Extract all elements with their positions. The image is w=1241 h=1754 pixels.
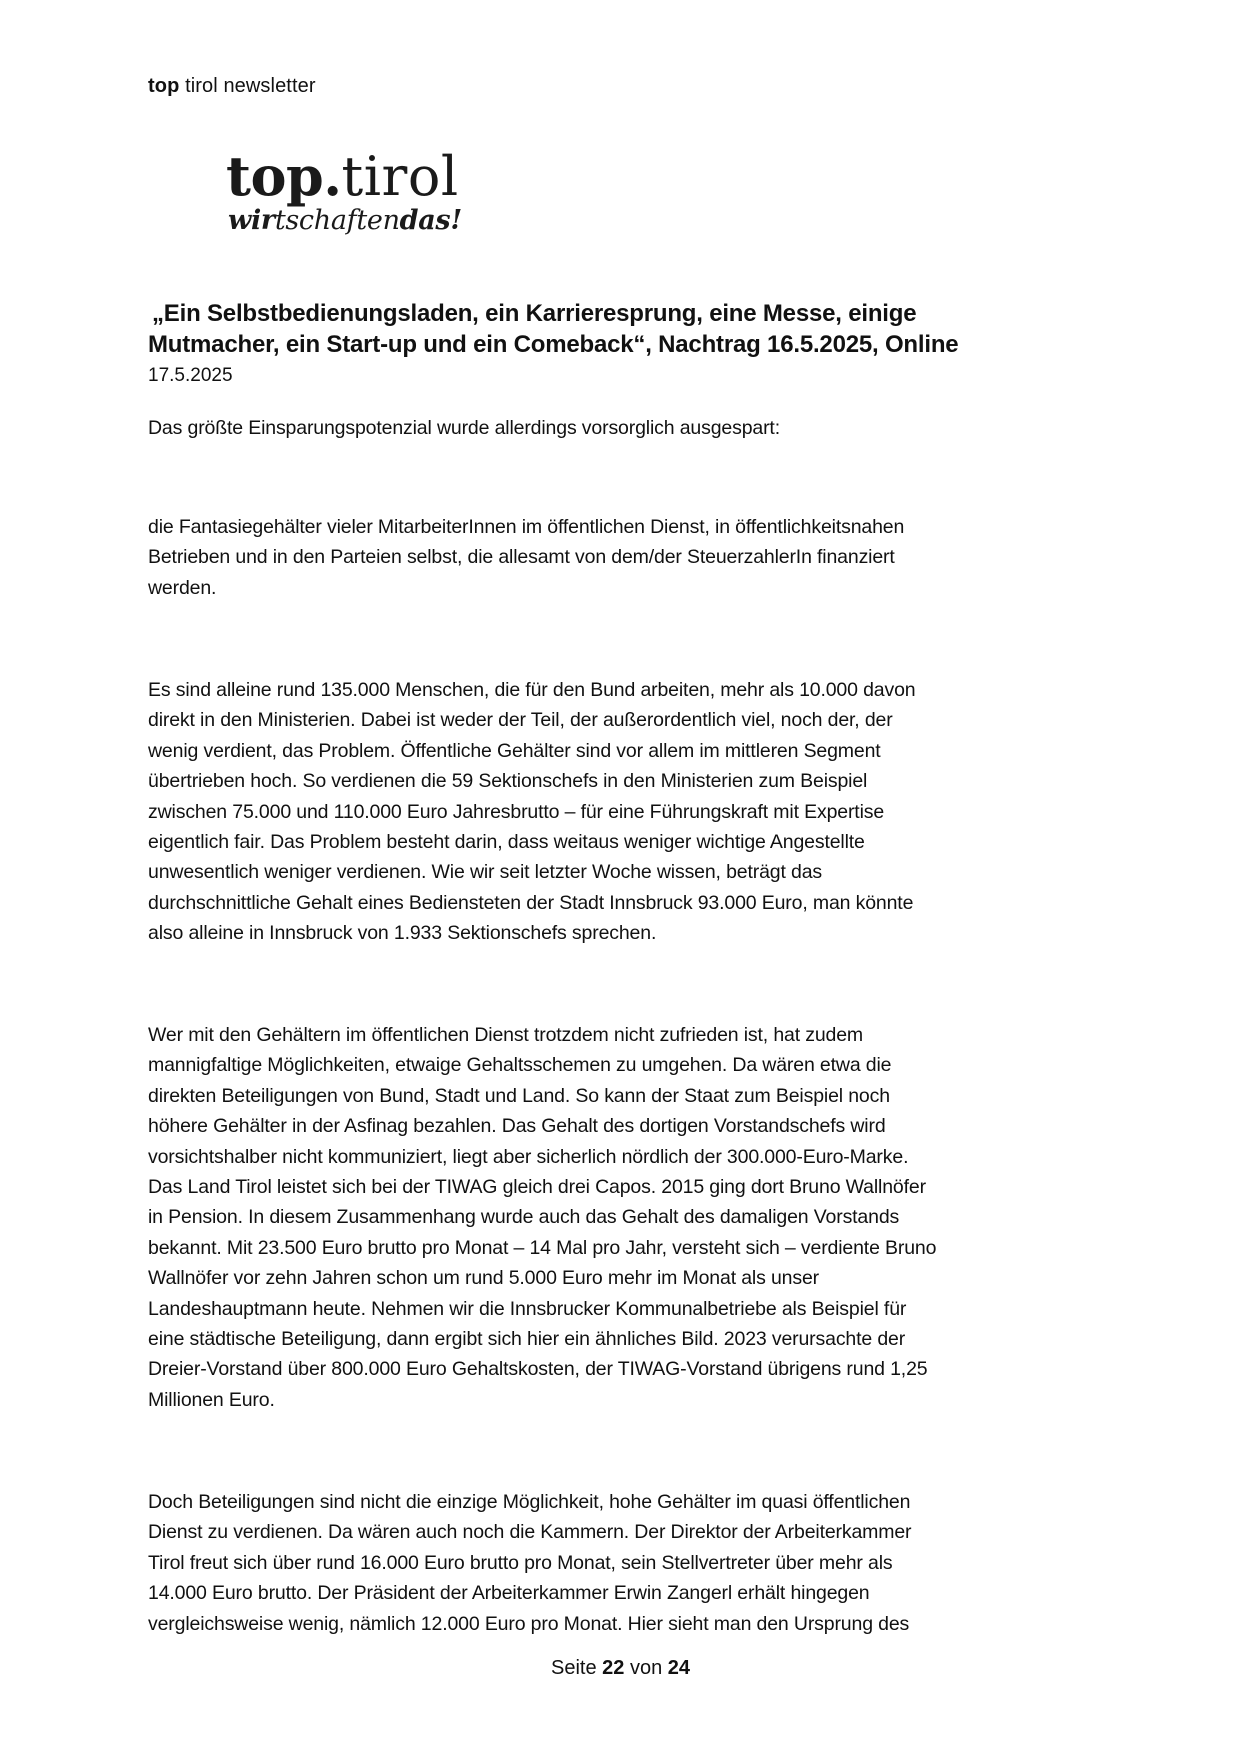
paragraph-line: direkten Beteiligungen von Bund, Stadt und Land. So kann der Staat zum Beispiel noch [148, 1084, 890, 1107]
newsletter-header [148, 74, 316, 98]
paragraph-line: also alleine in Innsbruck von 1.933 Sektionschefs sprechen. [148, 922, 657, 945]
paragraph-line: Wallnöfer vor zehn Jahren schon um rund 5.000 Euro mehr im Monat als unser [148, 1267, 820, 1290]
paragraph-line: vorsichtshalber nicht kommuniziert, liegt aber sicherlich nördlich der 300.000-Euro-Marke. [148, 1145, 909, 1168]
paragraph-line: Das Land Tirol leistet sich bei der TIWAG gleich drei Capos. 2015 ging dort Bruno Wallnöfer [148, 1176, 926, 1199]
logo-slogan-wir: wir [228, 205, 275, 236]
paragraph-line: Wer mit den Gehältern im öffentlichen Dienst trotzdem nicht zufrieden ist, hat zudem [148, 1024, 864, 1046]
paragraph-line: bekannt. Mit 23.500 Euro brutto pro Monat – 14 Mal pro Jahr, versteht sich – verdiente Bruno [148, 1236, 937, 1259]
logo-wordmark [226, 144, 459, 208]
paragraph-line: mannigfaltige Möglichkeiten, etwaige Gehaltsschemen zu umgehen. Da wären etwa die [148, 1054, 892, 1077]
paragraph-line: Dreier-Vorstand über 800.000 Euro Gehaltskosten, der TIWAG-Vorstand übrigens rund 1,25 [148, 1358, 928, 1381]
article-date: 17.5.2025 [148, 365, 233, 386]
paragraph-line: vergleichsweise wenig, nämlich 12.000 Euro pro Monat. Hier sieht man den Ursprung des [148, 1612, 910, 1635]
paragraph-line: Millionen Euro. [148, 1388, 275, 1411]
top-tirol-logo [226, 144, 496, 238]
paragraph-line: die Fantasiegehälter vieler MitarbeiterInnen im öffentlichen Dienst, in öffentlichkeitsnahen [148, 516, 905, 538]
logo-top: top [226, 144, 324, 208]
paragraph-line: Tirol freut sich über rund 16.000 Euro brutto pro Monat, sein Stellvertreter über mehr als [148, 1551, 893, 1574]
footer-total-pages: 24 [667, 1657, 690, 1679]
paragraph-line: Landeshauptmann heute. Nehmen wir die Innsbrucker Kommunalbetriebe als Beispiel für [148, 1297, 907, 1320]
logo-tirol: tirol [341, 145, 459, 208]
paragraph-line: direkt in den Ministerien. Dabei ist weder der Teil, der außerordentlich viel, noch der, der [148, 709, 893, 732]
paragraph [148, 413, 1108, 443]
header-brand-rest: tirol newsletter [179, 75, 316, 97]
logo-dot: . [323, 144, 342, 208]
page-number-footer [0, 1656, 1241, 1680]
paragraph [148, 512, 1108, 603]
logo-slogan-tschaften: tschaften [274, 205, 400, 236]
paragraph-line: Das größte Einsparungspotenzial wurde allerdings vorsorglich ausgespart: [148, 417, 780, 439]
paragraph-line: 14.000 Euro brutto. Der Präsident der Arbeiterkammer Erwin Zangerl erhält hingegen [148, 1582, 870, 1605]
title-line: Mutmacher, ein Start-up und ein Comeback“, Nachtrag 16.5.2025, Online [148, 331, 959, 358]
paragraph-line: durchschnittliche Gehalt eines Bediensteten der Stadt Innsbruck 93.000 Euro, man könnte [148, 891, 914, 914]
paragraph [148, 675, 1108, 949]
footer-middle: von [624, 1657, 668, 1679]
paragraph-line: Dienst zu verdienen. Da wären auch noch die Kammern. Der Direktor der Arbeiterkammer [148, 1521, 912, 1544]
paragraph-line: Betrieben und in den Parteien selbst, die allesamt von dem/der SteuerzahlerIn finanziert [148, 546, 895, 569]
paragraph-line: Doch Beteiligungen sind nicht die einzige Möglichkeit, hohe Gehälter im quasi öffentlichen [148, 1491, 911, 1513]
paragraph-line: übertrieben hoch. So verdienen die 59 Sektionschefs in den Ministerien zum Beispiel [148, 770, 868, 793]
footer-current-page: 22 [602, 1657, 625, 1679]
paragraph-line: Es sind alleine rund 135.000 Menschen, die für den Bund arbeiten, mehr als 10.000 davon [148, 679, 916, 701]
paragraph [148, 1020, 1108, 1415]
paragraph-line: wenig verdient, das Problem. Öffentliche Gehälter sind vor allem im mittleren Segment [148, 739, 881, 762]
paragraph-line: werden. [148, 576, 217, 599]
paragraph-line: eine städtische Beteiligung, dann ergibt sich hier ein ähnliches Bild. 2023 verursachte der [148, 1328, 906, 1351]
paragraph-line: eigentlich fair. Das Problem besteht darin, dass weitaus weniger wichtige Angestellte [148, 831, 865, 854]
logo-slogan-das: das! [399, 205, 462, 236]
paragraph-line: höhere Gehälter in der Asfinag bezahlen. Das Gehalt des dortigen Vorstandschefs wird [148, 1115, 886, 1138]
article-title [148, 298, 1098, 360]
title-line: „Ein Selbstbedienungsladen, ein Karrieresprung, eine Messe, einige [152, 300, 917, 327]
footer-prefix: Seite [550, 1657, 603, 1679]
paragraph-line: zwischen 75.000 und 110.000 Euro Jahresbrutto – für eine Führungskraft mit Expertise [148, 800, 885, 823]
logo-slogan [228, 206, 462, 236]
paragraph [148, 1487, 1108, 1639]
header-brand-bold: top [148, 75, 180, 97]
paragraph-line: in Pension. In diesem Zusammenhang wurde auch das Gehalt des damaligen Vorstands [148, 1206, 900, 1229]
paragraph-line: unwesentlich weniger verdienen. Wie wir seit letzter Woche wissen, beträgt das [148, 861, 823, 884]
